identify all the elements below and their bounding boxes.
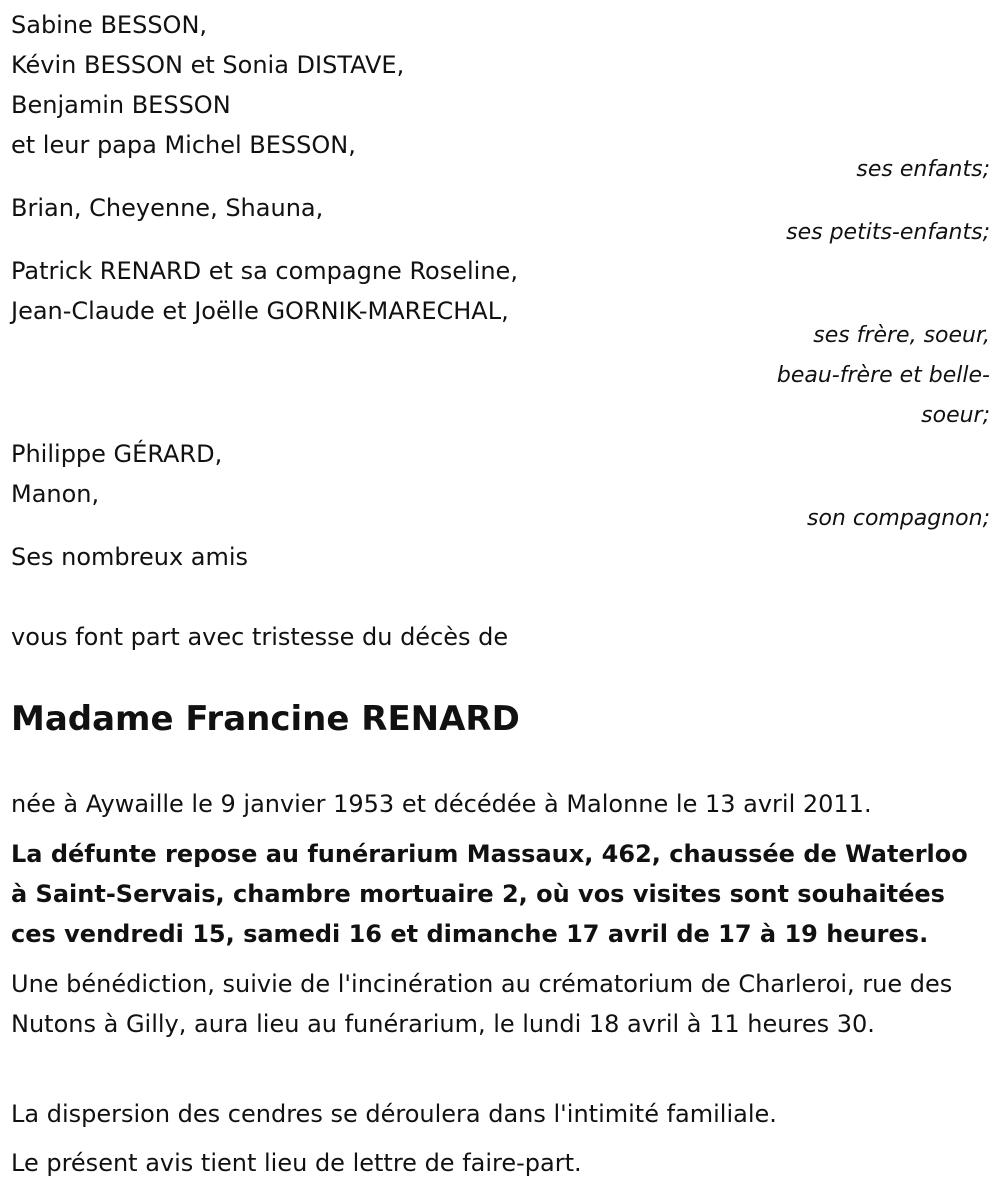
notice-info: Le présent avis tient lieu de lettre de faire-part.	[11, 1149, 582, 1177]
children-line-1: Sabine BESSON,	[11, 11, 208, 39]
children-line-2: Kévin BESSON et Sonia DISTAVE,	[11, 51, 405, 79]
announcement-intro: vous font part avec tristesse du décès de	[11, 623, 509, 651]
partner-role: son compagnon;	[806, 506, 990, 531]
siblings-line-2: Jean-Claude et Joëlle GORNIK-MARECHAL,	[11, 297, 509, 325]
ceremony-info: Une bénédiction, suivie de l'incinération au crématorium de Charleroi, rue des Nutons à Gilly, aura lieu au funérarium, le lundi 18 avril à 11 heures 30.	[11, 970, 953, 1038]
grandchildren-role: ses petits-enfants;	[786, 220, 990, 245]
visitation-info: La défunte repose au funérarium Massaux, 462, chaussée de Waterloo à Saint-Servais, chambre mortuaire 2, où vos visites sont souhaitées ces vendredi 15, samedi 16 et dimanche 17 avril de 17 à 19 heures.	[11, 840, 968, 948]
ashes-info: La dispersion des cendres se déroulera dans l'intimité familiale.	[11, 1100, 777, 1128]
siblings-role-1: ses frère, soeur,	[813, 323, 990, 348]
partner-line-2: Manon,	[11, 480, 100, 508]
deceased-name: Madame Francine RENARD	[11, 699, 520, 739]
siblings-role-3: soeur;	[921, 403, 990, 428]
children-line-4: et leur papa Michel BESSON,	[11, 131, 356, 159]
friends-line: Ses nombreux amis	[11, 543, 249, 571]
siblings-role-2: beau-frère et belle-	[776, 363, 990, 388]
birth-death-dates: née à Aywaille le 9 janvier 1953 et décédée à Malonne le 13 avril 2011.	[11, 790, 872, 818]
siblings-line-1: Patrick RENARD et sa compagne Roseline,	[11, 257, 518, 285]
children-role: ses enfants;	[856, 157, 990, 182]
children-line-3: Benjamin BESSON	[11, 91, 231, 119]
partner-line-1: Philippe GÉRARD,	[11, 440, 223, 468]
grandchildren-line: Brian, Cheyenne, Shauna,	[11, 194, 324, 222]
